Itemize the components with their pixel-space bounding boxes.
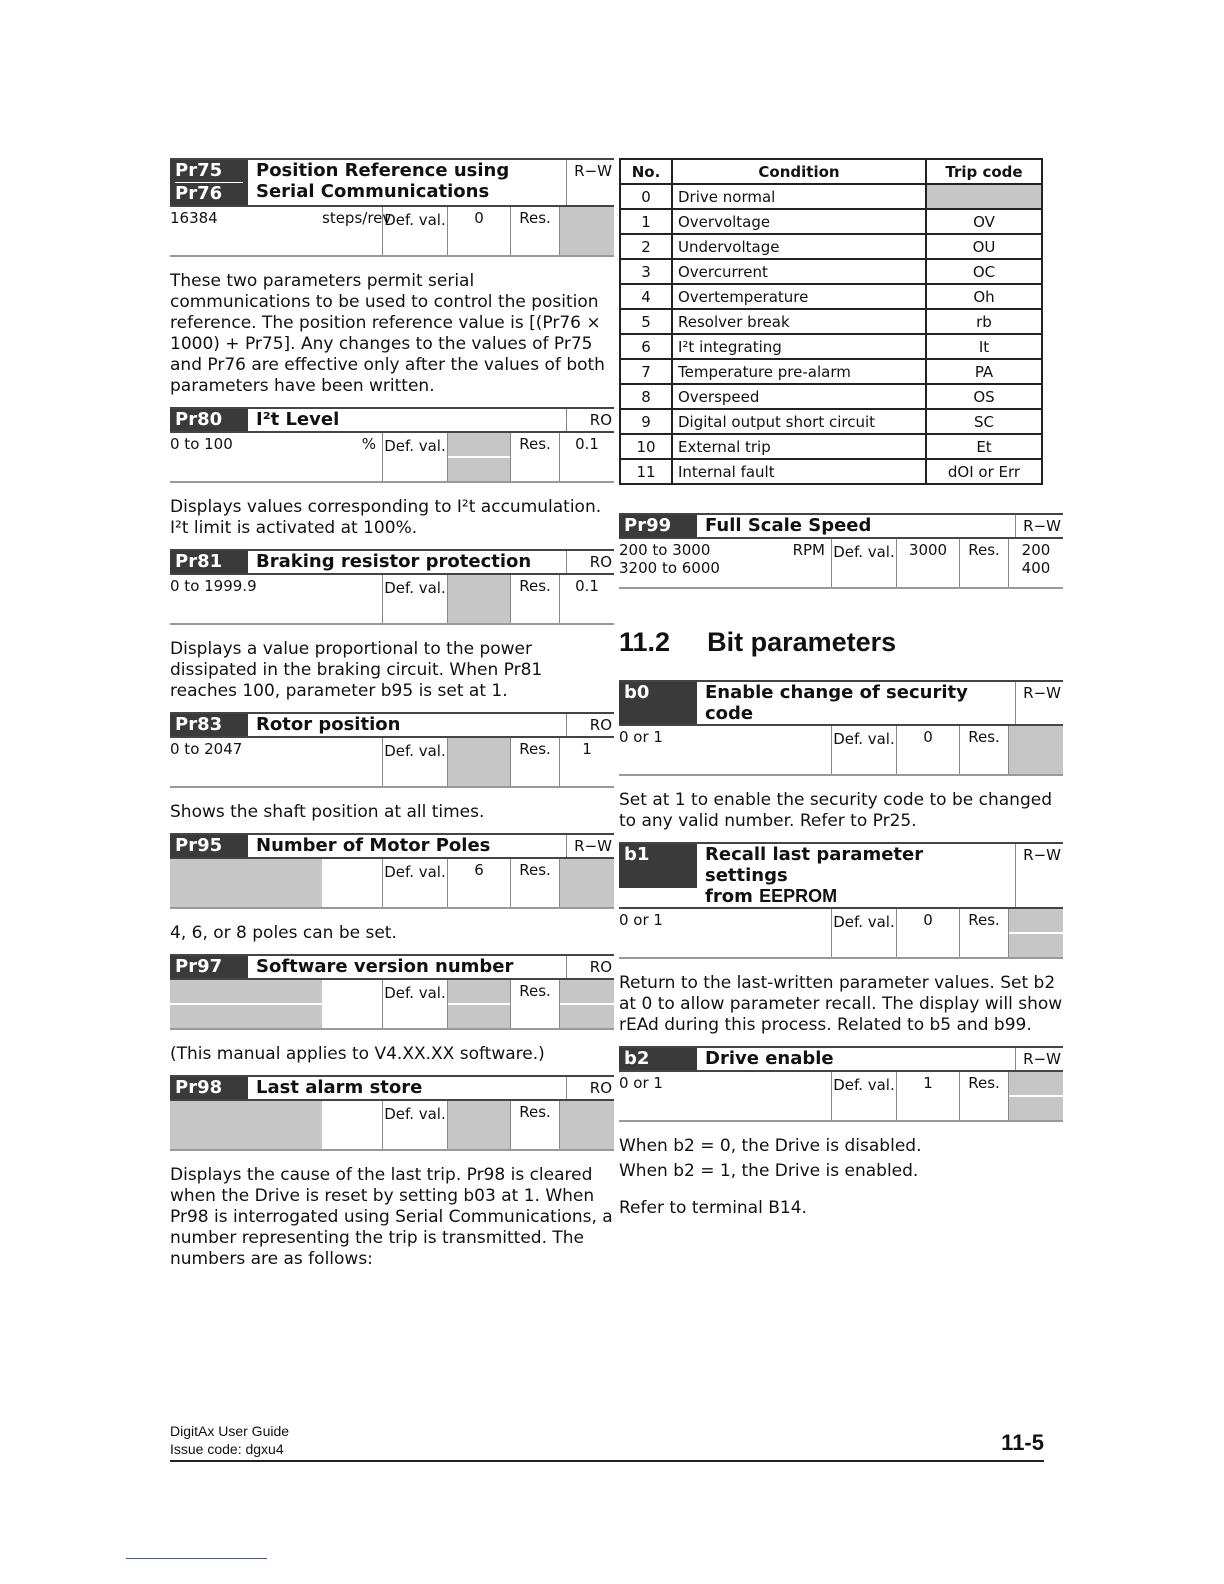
res-label: Res.	[959, 909, 1009, 957]
res-value: 1	[582, 740, 592, 758]
trip-no: 6	[620, 334, 672, 359]
res-label: Res.	[510, 1101, 560, 1149]
param-range	[619, 539, 771, 587]
res-value	[560, 980, 614, 1028]
trip-condition: Overvoltage	[672, 209, 926, 234]
trip-code: OU	[926, 234, 1042, 259]
pr95-description: 4, 6, or 8 poles can be set.	[170, 923, 397, 943]
param-pr75-pr76	[170, 158, 614, 257]
param-title: Drive enable	[697, 1048, 1015, 1070]
res-label: Res.	[959, 1072, 1009, 1120]
bottom-link-underline	[126, 1558, 267, 1559]
trip-code: rb	[926, 309, 1042, 334]
trip-table-row	[620, 309, 1042, 334]
trip-no: 4	[620, 284, 672, 309]
trip-table-row	[620, 284, 1042, 309]
b2-desc-line-1: When b2 = 0, the Drive is disabled.	[619, 1136, 922, 1156]
param-pr81	[170, 549, 614, 625]
pr98-description: Displays the cause of the last trip. Pr98 is cleared when the Drive is reset by setting b03 at 1. When Pr98 is interrogated using Serial Communications, a number representing the trip is transmitted. The numbers are as follows:	[170, 1165, 613, 1269]
param-header	[170, 712, 614, 738]
def-value	[448, 575, 510, 623]
param-pr80	[170, 407, 614, 483]
param-range	[170, 980, 322, 1028]
param-id: Pr99	[619, 515, 697, 537]
title-line-2-from: from	[705, 886, 753, 907]
pr81-description: Displays a value proportional to the power dissipated in the braking circuit. When Pr81 reaches 100, parameter b95 is set at 1.	[170, 639, 543, 701]
res-label: Res.	[510, 575, 560, 623]
res-value	[1009, 539, 1063, 587]
param-id-pr76: Pr76	[175, 183, 223, 204]
trip-table-row	[620, 234, 1042, 259]
param-row	[170, 207, 614, 257]
section-heading	[619, 627, 1063, 658]
trip-condition: Overcurrent	[672, 259, 926, 284]
param-header	[170, 833, 614, 859]
trip-no: 11	[620, 459, 672, 484]
trip-table-row	[620, 384, 1042, 409]
param-title: I²t Level	[248, 409, 566, 431]
b2-desc-line-3: Refer to terminal B14.	[619, 1198, 807, 1218]
trip-table-header	[620, 159, 1042, 184]
trip-table-row	[620, 434, 1042, 459]
param-header	[170, 158, 614, 207]
param-units	[322, 738, 382, 786]
trip-code: OC	[926, 259, 1042, 284]
trip-table-row	[620, 209, 1042, 234]
param-row	[170, 859, 614, 909]
res-label: Res.	[959, 726, 1009, 774]
param-access: RO	[566, 714, 614, 736]
trip-table-row	[620, 409, 1042, 434]
param-id-pr75: Pr75	[175, 160, 243, 183]
res-label: Res.	[510, 980, 560, 1028]
res-line-1: 200	[1021, 541, 1051, 559]
def-label: Def. val.	[831, 909, 897, 957]
trip-code: OV	[926, 209, 1042, 234]
def-value: 1	[923, 1074, 933, 1092]
param-id: b0	[619, 682, 697, 724]
param-units	[771, 909, 831, 957]
param-row	[170, 738, 614, 788]
res-label: Res.	[510, 859, 560, 907]
param-pr98	[170, 1075, 614, 1151]
trip-no: 7	[620, 359, 672, 384]
res-value: 0.1	[575, 577, 599, 595]
trip-table-row	[620, 459, 1042, 484]
param-range: 0 or 1	[619, 1074, 663, 1092]
title-line-2-eeprom: EEPROM	[759, 886, 838, 906]
pr83-description: Shows the shaft position at all times.	[170, 802, 485, 822]
res-value	[1009, 726, 1063, 774]
param-id: Pr83	[170, 714, 248, 736]
param-id: Pr80	[170, 409, 248, 431]
pr80-description: Displays values corresponding to I²t accumulation. I²t limit is activated at 100%.	[170, 497, 602, 538]
trip-condition: Digital output short circuit	[672, 409, 926, 434]
param-header	[619, 842, 1063, 909]
param-units	[322, 575, 382, 623]
param-title: Number of Motor Poles	[248, 835, 566, 857]
param-range: 0 or 1	[619, 911, 663, 929]
page-footer	[170, 1420, 1044, 1462]
param-header	[170, 954, 614, 980]
res-value	[560, 207, 614, 255]
trip-condition: Drive normal	[672, 184, 926, 209]
col-trip-code: Trip code	[926, 159, 1042, 184]
param-id	[170, 160, 248, 205]
title-line-1: Recall last parameter settings	[705, 844, 924, 886]
trip-code: OS	[926, 384, 1042, 409]
trip-table-row	[620, 334, 1042, 359]
param-header	[170, 407, 614, 433]
trip-table-row	[620, 184, 1042, 209]
col-no: No.	[620, 159, 672, 184]
def-label: Def. val.	[831, 1072, 897, 1120]
trip-code: SC	[926, 409, 1042, 434]
param-pr99	[619, 513, 1063, 589]
param-row	[619, 909, 1063, 959]
param-row	[619, 539, 1063, 589]
param-b1	[619, 842, 1063, 959]
trip-no: 8	[620, 384, 672, 409]
param-id: Pr95	[170, 835, 248, 857]
param-id: Pr98	[170, 1077, 248, 1099]
trip-no: 5	[620, 309, 672, 334]
param-title: Enable change of security code	[697, 682, 1015, 724]
param-range	[170, 1101, 322, 1149]
b2-desc-line-2: When b2 = 1, the Drive is enabled.	[619, 1161, 919, 1181]
param-access: R−W	[1015, 515, 1063, 537]
param-units	[322, 859, 382, 907]
trip-no: 10	[620, 434, 672, 459]
param-access: RO	[566, 1077, 614, 1099]
def-label: Def. val.	[382, 980, 448, 1028]
param-access: RO	[566, 409, 614, 431]
res-label: Res.	[510, 738, 560, 786]
param-header	[619, 680, 1063, 726]
footer-issue-code: Issue code: dgxu4	[170, 1441, 284, 1457]
trip-condition: Overspeed	[672, 384, 926, 409]
res-line-2: 400	[1021, 559, 1051, 577]
param-range	[170, 859, 322, 907]
trip-condition: External trip	[672, 434, 926, 459]
param-id: Pr97	[170, 956, 248, 978]
trip-condition: Internal fault	[672, 459, 926, 484]
param-units	[322, 980, 382, 1028]
pr97-description: (This manual applies to V4.XX.XX software.)	[170, 1044, 545, 1064]
param-access: RO	[566, 551, 614, 573]
param-title: Rotor position	[248, 714, 566, 736]
param-header	[170, 549, 614, 575]
trip-code: It	[926, 334, 1042, 359]
range-line-1: 200 to 3000	[619, 541, 711, 559]
param-range: 0 to 2047	[170, 740, 243, 758]
b0-description: Set at 1 to enable the security code to be changed to any valid number. Refer to Pr25.	[619, 790, 1052, 831]
section-title: Bit parameters	[707, 627, 897, 657]
trip-no: 2	[620, 234, 672, 259]
footer-left	[170, 1422, 289, 1458]
param-header	[619, 1046, 1063, 1072]
param-id: b2	[619, 1048, 697, 1070]
col-condition: Condition	[672, 159, 926, 184]
param-units: steps/rev	[322, 209, 392, 227]
trip-condition: Overtemperature	[672, 284, 926, 309]
param-row	[170, 575, 614, 625]
param-access: R−W	[566, 835, 614, 857]
param-b2	[619, 1046, 1063, 1122]
trip-code	[926, 184, 1042, 209]
res-value	[560, 859, 614, 907]
def-value: 0	[923, 728, 933, 746]
trip-code: Et	[926, 434, 1042, 459]
param-units	[771, 1072, 831, 1120]
res-label: Res.	[959, 539, 1009, 587]
trip-code-table	[619, 158, 1043, 485]
param-access: R−W	[1015, 1048, 1063, 1070]
def-value: 0	[474, 209, 484, 227]
trip-table-body	[620, 184, 1042, 484]
def-value	[448, 980, 510, 1028]
section-number: 11.2	[619, 627, 671, 657]
trip-no: 9	[620, 409, 672, 434]
title-line-2	[705, 886, 1009, 907]
page-number: 11-5	[1001, 1430, 1044, 1455]
param-units: %	[361, 435, 376, 453]
def-value	[448, 738, 510, 786]
param-header	[170, 1075, 614, 1101]
param-range: 0 or 1	[619, 728, 663, 746]
def-label: Def. val.	[831, 539, 897, 587]
b2-description	[619, 1136, 1063, 1182]
param-title: Software version number	[248, 956, 566, 978]
def-value	[448, 433, 510, 481]
param-title: Position Reference using Serial Communications	[248, 160, 566, 205]
param-units	[771, 726, 831, 774]
footer-guide-title: DigitAx User Guide	[170, 1423, 290, 1439]
param-b0	[619, 680, 1063, 776]
def-label: Def. val.	[382, 575, 448, 623]
res-value	[560, 1101, 614, 1149]
param-pr83	[170, 712, 614, 788]
trip-code: Oh	[926, 284, 1042, 309]
param-header	[619, 513, 1063, 539]
def-label: Def. val.	[382, 207, 448, 255]
param-title: Last alarm store	[248, 1077, 566, 1099]
pr75-description: These two parameters permit serial communications to be used to control the position reference. The position reference value is [(Pr76 × 1000) + Pr75]. Any changes to the values of Pr75 and Pr76 are effective only after the values of both parameters have been written.	[170, 271, 605, 396]
param-pr95	[170, 833, 614, 909]
param-row	[170, 1101, 614, 1151]
trip-table-row	[620, 359, 1042, 384]
param-id: Pr81	[170, 551, 248, 573]
trip-no: 1	[620, 209, 672, 234]
def-value	[448, 1101, 510, 1149]
res-value	[1009, 909, 1063, 957]
trip-table-row	[620, 259, 1042, 284]
param-access: RO	[566, 956, 614, 978]
def-label: Def. val.	[382, 1101, 448, 1149]
def-value: 0	[923, 911, 933, 929]
trip-condition: I²t integrating	[672, 334, 926, 359]
trip-condition: Temperature pre-alarm	[672, 359, 926, 384]
res-label: Res.	[510, 207, 560, 255]
param-units	[322, 1101, 382, 1149]
param-row	[170, 433, 614, 483]
param-range: 16384	[170, 209, 218, 227]
param-id: b1	[619, 844, 697, 888]
param-units: RPM	[792, 541, 825, 559]
right-column	[619, 158, 1063, 1229]
param-range: 0 to 100	[170, 435, 233, 453]
param-title: Braking resistor protection	[248, 551, 566, 573]
trip-condition: Undervoltage	[672, 234, 926, 259]
trip-condition: Resolver break	[672, 309, 926, 334]
param-row	[619, 726, 1063, 776]
trip-no: 3	[620, 259, 672, 284]
trip-code: PA	[926, 359, 1042, 384]
trip-no: 0	[620, 184, 672, 209]
res-value	[1009, 1072, 1063, 1120]
param-access: R−W	[1015, 844, 1063, 907]
def-label: Def. val.	[831, 726, 897, 774]
left-column	[170, 158, 614, 1280]
param-title: Full Scale Speed	[697, 515, 1015, 537]
param-access: R−W	[1015, 682, 1063, 724]
param-access: R−W	[566, 160, 614, 205]
res-value: 0.1	[575, 435, 599, 453]
param-row	[170, 980, 614, 1030]
def-label: Def. val.	[382, 859, 448, 907]
b1-description: Return to the last-written parameter values. Set b2 at 0 to allow parameter recall. The display will show rEAd during this process. Related to b5 and b99.	[619, 973, 1063, 1035]
res-label: Res.	[510, 433, 560, 481]
param-range: 0 to 1999.9	[170, 577, 257, 595]
range-line-2: 3200 to 6000	[619, 559, 720, 577]
def-value: 3000	[908, 541, 948, 559]
def-label: Def. val.	[382, 738, 448, 786]
param-title	[697, 844, 1015, 907]
trip-code: dOI or Err	[926, 459, 1042, 484]
param-row	[619, 1072, 1063, 1122]
def-value: 6	[474, 861, 484, 879]
def-label: Def. val.	[382, 433, 448, 481]
param-pr97	[170, 954, 614, 1030]
